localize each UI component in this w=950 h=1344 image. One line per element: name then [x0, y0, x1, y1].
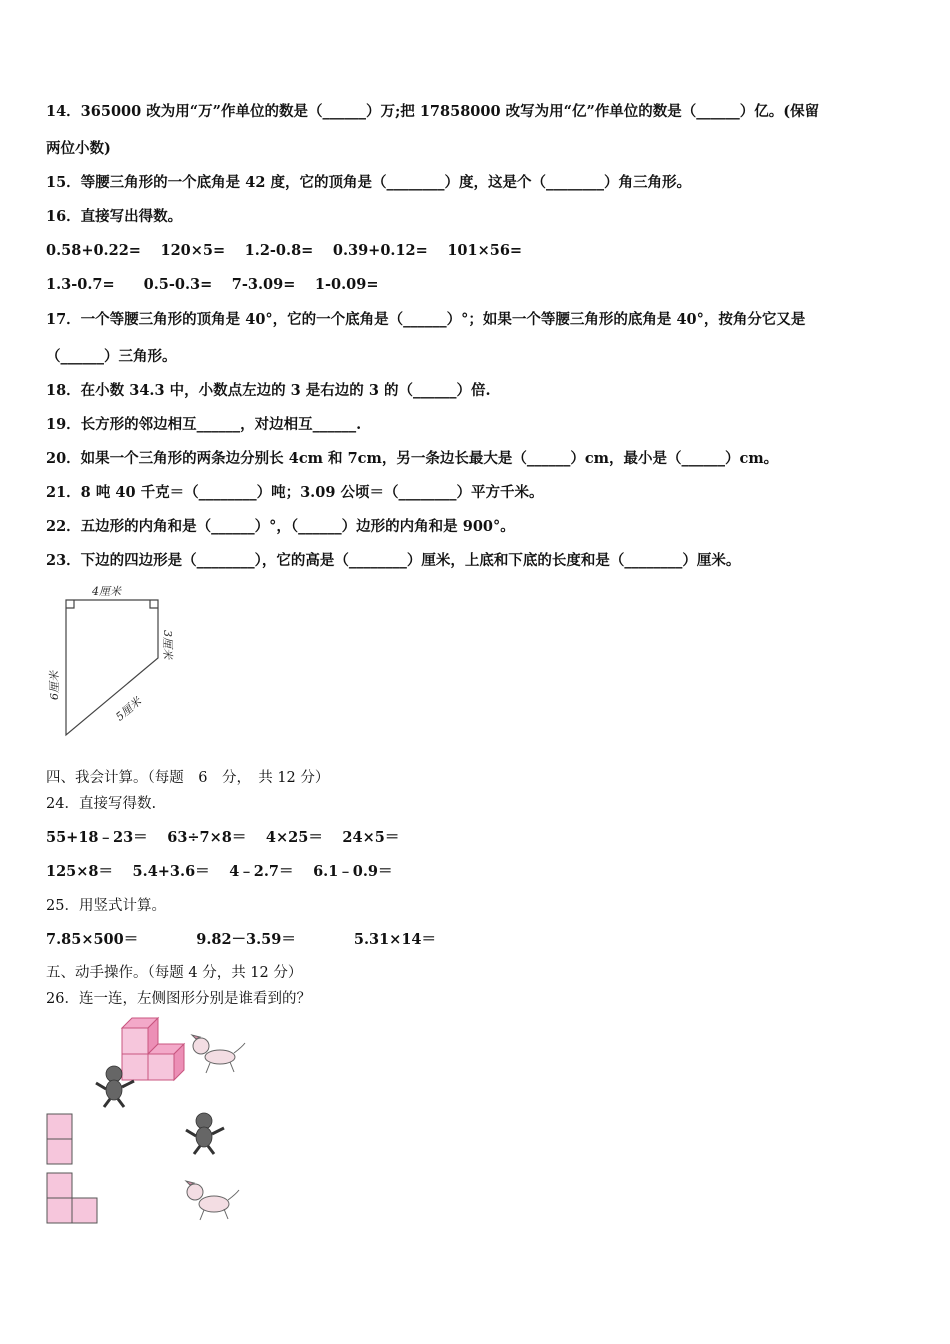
question-25-row: 7.85×500＝ 9.82－3.59＝ 5.31×14＝ — [46, 931, 437, 948]
question-16-row1: 0.58+0.22= 120×5= 1.2-0.8= 0.39+0.12= 101×56= — [46, 242, 523, 259]
l-shape-three-squares — [46, 1172, 100, 1226]
label-slant-5cm: 5厘米 — [113, 694, 144, 724]
right-angle-mark-left — [66, 600, 74, 608]
question-14-line1: 14．365000 改为用“万”作单位的数是（______）万;把 17858000 改写为用“亿”作单位的数是（______）亿。(保留 — [46, 103, 820, 120]
question-16: 16．直接写出得数。 — [46, 208, 183, 225]
question-20: 20．如果一个三角形的两条边分别长 4cm 和 7cm，另一条边长最大是（______）cm，最小是（______）cm。 — [46, 450, 779, 467]
question-15: 15．等腰三角形的一个底角是 42 度，它的顶角是（________）度，这是个（________）角三角形。 — [46, 174, 691, 191]
two-square-column-shape — [46, 1113, 74, 1167]
monkey-icon — [182, 1110, 230, 1156]
question-14-line2: 两位小数) — [46, 140, 111, 157]
question-24-row2: 125×8＝ 5.4+3.6＝ 4﹣2.7＝ 6.1﹣0.9＝ — [46, 863, 393, 880]
question-22: 22．五边形的内角和是（______）°，（______）边形的内角和是 900°。 — [46, 518, 515, 535]
right-angle-mark-right — [150, 600, 158, 608]
question-17-line2: （______）三角形。 — [46, 348, 177, 365]
label-right-3cm: 3厘米 — [161, 630, 174, 659]
dog-icon — [182, 1178, 242, 1224]
section-5-heading: 五、动手操作。（每题 4 分，共 12 分） — [46, 965, 303, 981]
question-21: 21．8 吨 40 千克＝（________）吨；3.09 公顷＝（________）平方千米。 — [46, 484, 544, 501]
question-16-row2: 1.3-0.7= 0.5-0.3= 7-3.09= 1-0.09= — [46, 276, 379, 293]
question-26: 26．连一连，左侧图形分别是谁看到的？ — [46, 991, 311, 1007]
question-18: 18．在小数 34.3 中，小数点左边的 3 是右边的 3 的（______）倍. — [46, 382, 491, 399]
question-23: 23．下边的四边形是（________），它的高是（________）厘米，上底和下底的长度和是（________）厘米。 — [46, 552, 741, 569]
dog-icon — [188, 1033, 248, 1075]
question-24: 24．直接写得数. — [46, 796, 157, 812]
monkey-icon — [92, 1063, 140, 1109]
trapezoid-shape — [66, 600, 158, 735]
question-19: 19．长方形的邻边相互______，对边相互______. — [46, 416, 362, 433]
label-top-4cm: 4厘米 — [92, 585, 121, 598]
label-left-6cm: 6厘米 — [48, 671, 61, 700]
question-25: 25．用竖式计算。 — [46, 898, 166, 914]
question-17-line1: 17．一个等腰三角形的顶角是 40°，它的一个底角是（______）°；如果一个等腰三角形的底角是 40°，按角分它又是 — [46, 311, 806, 328]
section-4-heading: 四、我会计算。（每题 6 分， 共 12 分） — [46, 770, 330, 786]
question-24-row1: 55+18﹣23＝ 63÷7×8＝ 4×25＝ 24×5＝ — [46, 829, 400, 846]
